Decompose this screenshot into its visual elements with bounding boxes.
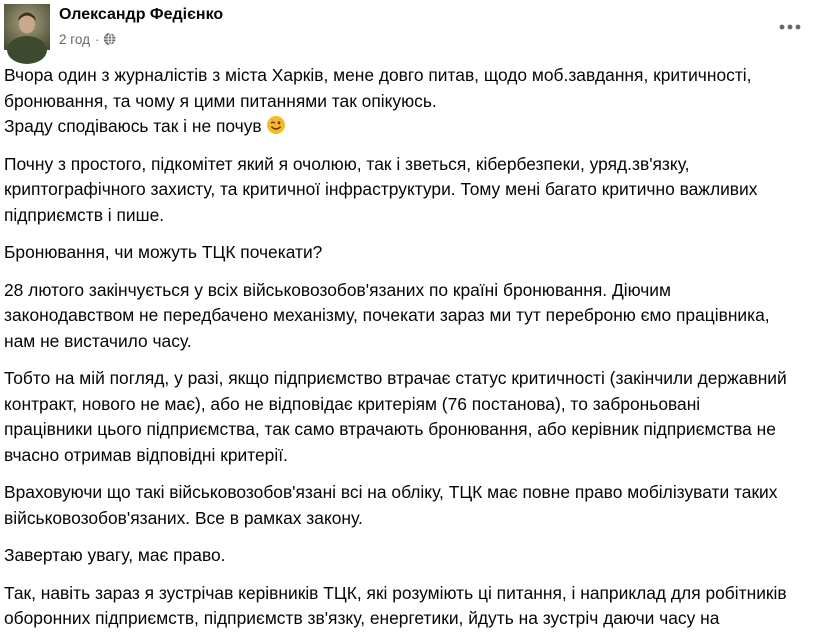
avatar-photo-icon — [4, 4, 50, 50]
post-text — [4, 63, 810, 644]
more-options-button[interactable] — [772, 12, 808, 42]
paragraph-4: 28 лютого закінчується у всіх військовозобов'язаних по країні бронювання. Діючим законодавством не передбачено механізму, почекати зараз ми тут переброню ємо працівника, нам не вистачило часу. — [4, 279, 770, 351]
winking-face-emoji-icon — [266, 115, 286, 135]
author-name[interactable]: Олександр Федієнко — [59, 6, 224, 23]
paragraph-3: Бронювання, чи можуть ТЦК почекати? — [4, 242, 323, 262]
paragraph-6: Враховуючи що такі військовозобов'язані всі на обліку, ТЦК має повне право мобілізувати таких військовозобов'язаних. Все в рамках закону. — [4, 482, 778, 528]
paragraph-1: Вчора один з журналістів з міста Харків, мене довго питав, щодо моб.завдання, критичності, бронювання, та чому я цими питаннями так опікуюсь. Зраду сподіваюсь так і не почув — [4, 65, 752, 136]
more-options-icon — [779, 24, 801, 30]
meta-separator: · — [94, 31, 100, 47]
paragraph-2: Почну з простого, підкомітет який я очолюю, так і зветься, кібербезпеки, уряд.зв'язку, криптографічного захисту, та критичної інфраструктури. Тому мені багато критично важливих підприємств і пише. — [4, 153, 758, 225]
globe-icon[interactable] — [103, 32, 117, 46]
post-header — [0, 0, 813, 58]
paragraph-8: Так, навіть зараз я зустрічав керівників ТЦК, які розуміють ці питання, і наприклад для робітників оборонних підприємств, підприємств зв'язку, енергетики, йдуть на зустріч даючи часу на — [4, 582, 787, 628]
post-time[interactable]: 2 год — [59, 31, 90, 47]
paragraph-7: Завертаю увагу, має право. — [4, 545, 226, 565]
paragraph-5: Тобто на мій погляд, у разі, якщо підприємство втрачає статус критичності (закінчили державний контракт, нового не має), або не відповідає критеріям (76 постанова), то заброньовані працівники цього підприємства, так само втрачають бронювання, або керівник підприємства не вчасно отримав відповідні критерії. — [4, 368, 787, 465]
post-meta — [59, 30, 117, 48]
avatar[interactable] — [4, 4, 50, 50]
